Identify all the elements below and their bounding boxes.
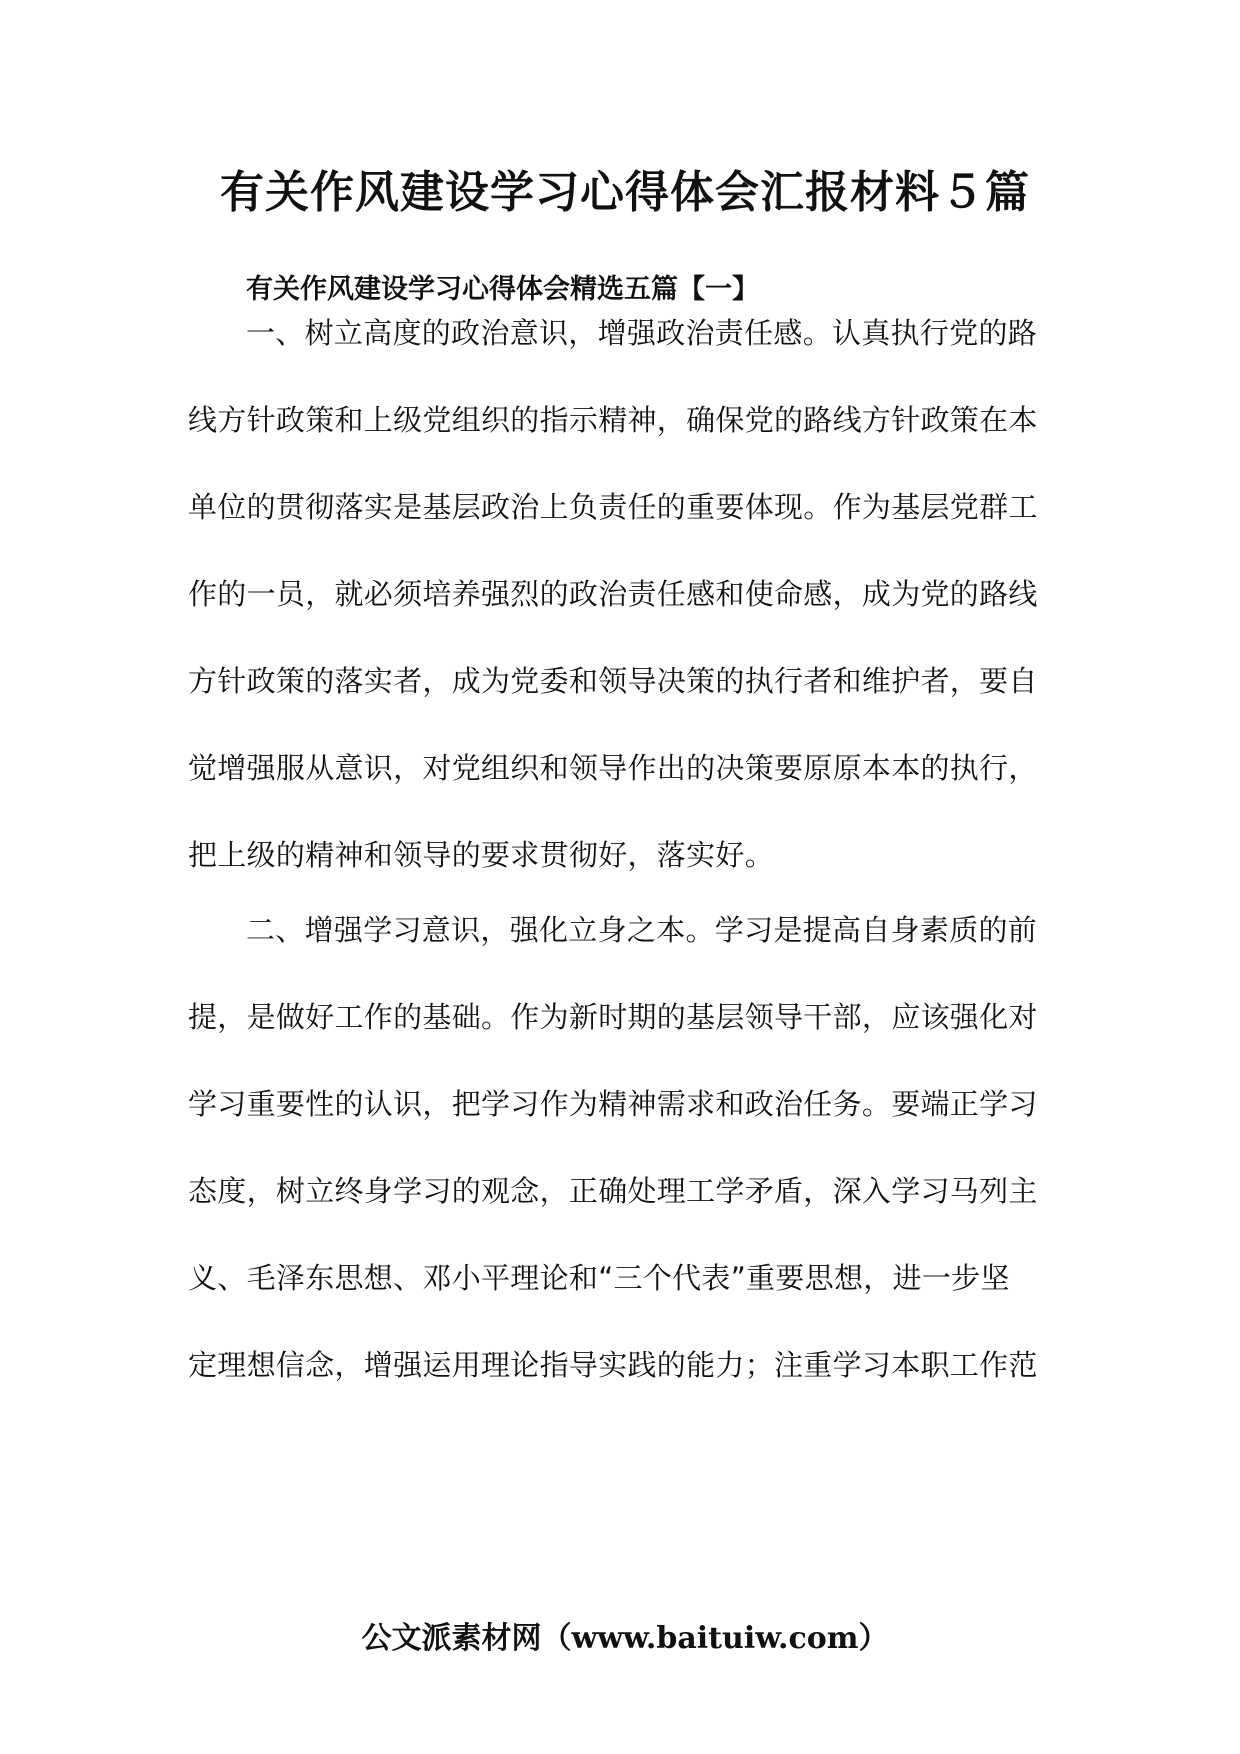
paragraph-2-line-6: 定理想信念，增强运用理论指导实践的能力；注重学习本职工作范: [188, 1348, 1038, 1382]
paragraph-2-line-1: 二、增强学习意识，强化立身之本。学习是提高自身素质的前: [246, 913, 1038, 947]
paragraph-2-line-2: 提，是做好工作的基础。作为新时期的基层领导干部，应该强化对: [188, 1000, 1038, 1034]
section-heading: 有关作风建设学习心得体会精选五篇【一】: [246, 274, 759, 305]
paragraph-2-line-5: 义、毛泽东思想、邓小平理论和“三个代表”重要思想，进一步坚: [188, 1261, 1010, 1295]
paragraph-2-line-3: 学习重要性的认识，把学习作为精神需求和政治任务。要端正学习: [188, 1087, 1038, 1121]
paragraph-2-line-4: 态度，树立终身学习的观念，正确处理工学矛盾，深入学习马列主: [188, 1174, 1038, 1208]
paragraph-1-line-6: 觉增强服从意识，对党组织和领导作出的决策要原原本本的执行，: [188, 751, 1038, 785]
document-title: 有关作风建设学习心得体会汇报材料５篇: [220, 167, 1030, 218]
paragraph-1-line-2: 线方针政策和上级党组织的指示精神，确保党的路线方针政策在本: [188, 403, 1038, 437]
paragraph-1-line-4: 作的一员，就必须培养强烈的政治责任感和使命感，成为党的路线: [188, 577, 1038, 611]
paragraph-1-line-7: 把上级的精神和领导的要求贯彻好，落实好。: [188, 838, 775, 872]
footer-website: 公文派素材网（www.baituiw.com）: [361, 1621, 889, 1656]
paragraph-1-line-1: 一、树立高度的政治意识，增强政治责任感。认真执行党的路: [246, 316, 1038, 350]
paragraph-1-line-5: 方针政策的落实者，成为党委和领导决策的执行者和维护者，要自: [188, 664, 1038, 698]
paragraph-1-line-3: 单位的贯彻落实是基层政治上负责任的重要体现。作为基层党群工: [188, 490, 1038, 524]
